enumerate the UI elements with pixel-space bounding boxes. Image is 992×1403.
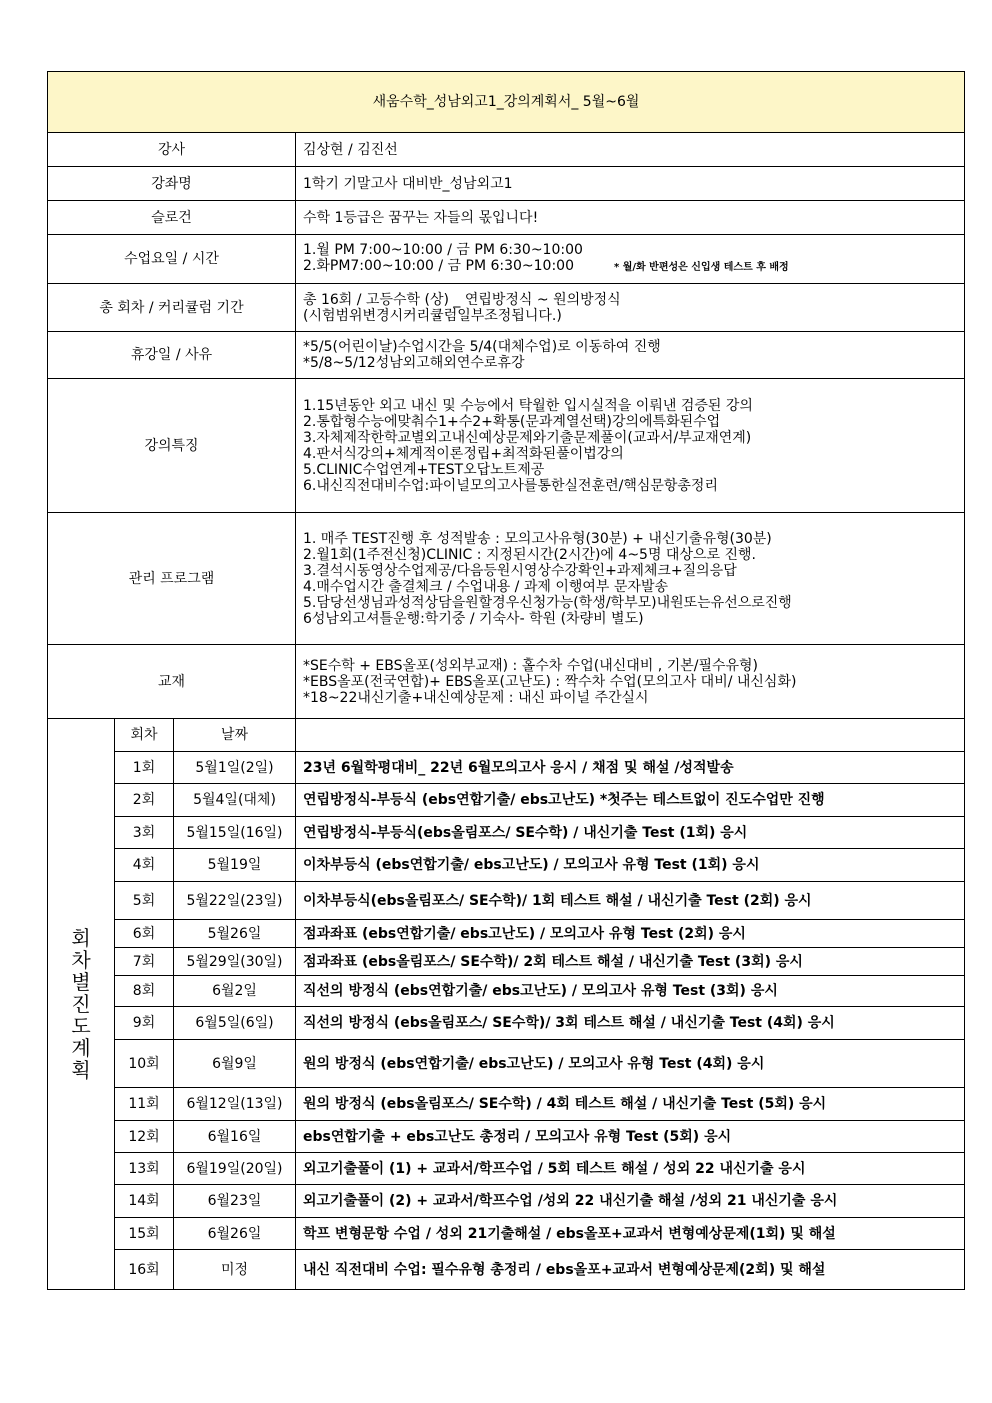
info-label: 수업요일 / 시간 <box>48 235 296 284</box>
info-value-line: 6성남외고셔틀운행:학기중 / 기숙사- 학원 (차량비 별도) <box>303 610 644 627</box>
session-content: 원의 방정식 (ebs연합기출/ ebs고난도) / 모의고사 유형 Test (4회) 응시 <box>296 1040 965 1088</box>
session-date: 5월4일(대체) <box>174 784 296 817</box>
schedule-row <box>48 882 965 920</box>
session-content: 연립방정식-부등식 (ebs연합기출/ ebs고난도) *첫주는 테스트없이 진도수업만 진행 <box>296 784 965 817</box>
session-number: 15회 <box>115 1218 174 1250</box>
schedule-row <box>48 849 965 882</box>
session-date: 6월26일 <box>174 1218 296 1250</box>
info-value-line: 1.15년동안 외고 내신 및 수능에서 탁월한 입시실적을 이뤄낸 검증된 강의 <box>303 397 753 414</box>
schedule-side-char: 획 <box>71 1058 91 1082</box>
info-value <box>296 235 965 284</box>
session-number: 13회 <box>115 1153 174 1185</box>
schedule-row <box>48 948 965 976</box>
session-date: 5월1일(2일) <box>174 752 296 784</box>
info-value-line: 김상현 / 김진선 <box>303 141 398 158</box>
info-label: 관리 프로그램 <box>48 513 296 645</box>
info-label: 총 회차 / 커리큘럼 기간 <box>48 284 296 332</box>
session-number: 2회 <box>115 784 174 817</box>
session-date: 6월9일 <box>174 1040 296 1088</box>
info-value-line: 4.매수업시간 출결체크 / 수업내용 / 과제 이행여부 문자발송 <box>303 578 668 595</box>
info-value <box>296 201 965 235</box>
session-content: 이차부등식 (ebs연합기출/ ebs고난도) / 모의고사 유형 Test (1회) 응시 <box>296 849 965 882</box>
info-value <box>296 284 965 332</box>
info-value-line: 4.판서식강의+체계적이론정립+최적화된풀이법강의 <box>303 445 624 462</box>
session-content: 직선의 방정식 (ebs올림포스/ SE수학)/ 3회 테스트 해설 / 내신기출 Test (4회) 응시 <box>296 1007 965 1040</box>
schedule-side-char: 별 <box>71 970 91 994</box>
info-value-line: 2.통합형수능에맞춰수1+수2+확통(문과계열선택)강의에특화된수업 <box>303 413 721 430</box>
schedule-row <box>48 752 965 784</box>
info-row-slogan <box>48 201 965 235</box>
info-value <box>296 645 965 719</box>
header-session: 회차 <box>115 719 174 752</box>
info-row-class-time <box>48 235 965 284</box>
info-value-line: 1.월 PM 7:00~10:00 / 금 PM 6:30~10:00 <box>303 242 583 258</box>
header-date: 날짜 <box>174 719 296 752</box>
info-value-line: 5.CLINIC수업연계+TEST오답노트제공 <box>303 461 545 478</box>
session-number: 16회 <box>115 1250 174 1290</box>
info-value-line: 2.월1회(1주전신청)CLINIC : 지정된시간(2시간)에 4~5명 대상으로 진행. <box>303 546 756 563</box>
session-number: 1회 <box>115 752 174 784</box>
schedule-row <box>48 1218 965 1250</box>
session-content: 원의 방정식 (ebs올림포스/ SE수학) / 4회 테스트 해설 / 내신기출 Test (5회) 응시 <box>296 1088 965 1121</box>
session-date: 6월12일(13일) <box>174 1088 296 1121</box>
info-row-course-name <box>48 167 965 201</box>
info-row-textbook <box>48 645 965 719</box>
info-row-total-sessions <box>48 284 965 332</box>
info-value-line: 총 16회 / 고등수학 (상) _ 연립방정식 ~ 원의방정식 <box>303 291 621 308</box>
info-value <box>296 513 965 645</box>
session-content: 점과좌표 (ebs연합기출/ ebs고난도) / 모의고사 유형 Test (2회) 응시 <box>296 920 965 948</box>
class-time-note: * 월/화 반편성은 신입생 테스트 후 배정 <box>614 262 789 273</box>
schedule-side-label <box>48 719 115 1290</box>
schedule-row <box>48 1185 965 1218</box>
info-row-holiday <box>48 332 965 379</box>
session-content: 외고기출풀이 (1) + 교과서/학프수업 / 5회 테스트 해설 / 성외 22 내신기출 응시 <box>296 1153 965 1185</box>
header-content <box>296 719 965 752</box>
session-content: 내신 직전대비 수업: 필수유형 총정리 / ebs올포+교과서 변형예상문제(2회) 및 해설 <box>296 1250 965 1290</box>
session-date: 미정 <box>174 1250 296 1290</box>
session-content: ebs연합기출 + ebs고난도 총정리 / 모의고사 유형 Test (5회) 응시 <box>296 1121 965 1153</box>
session-date: 5월29일(30일) <box>174 948 296 976</box>
info-value-line: *EBS올포(전국연합)+ EBS올포(고난도) : 짝수차 수업(모의고사 대비/ 내신심화) <box>303 673 797 690</box>
info-label: 강사 <box>48 133 296 167</box>
schedule-header-row <box>48 719 965 752</box>
session-content: 학프 변형문항 수업 / 성외 21기출해설 / ebs올포+교과서 변형예상문제(1회) 및 해설 <box>296 1218 965 1250</box>
schedule-row <box>48 920 965 948</box>
session-date: 5월26일 <box>174 920 296 948</box>
info-value-line: 1. 매주 TEST진행 후 성적발송 : 모의고사유형(30분) + 내신기출유형(30분) <box>303 530 772 547</box>
info-label: 교재 <box>48 645 296 719</box>
session-content: 직선의 방정식 (ebs연합기출/ ebs고난도) / 모의고사 유형 Test (3회) 응시 <box>296 976 965 1007</box>
session-content: 23년 6월학평대비_ 22년 6월모의고사 응시 / 채점 및 해설 /성적발송 <box>296 752 965 784</box>
info-value-line: *5/8~5/12성남외고해외연수로휴강 <box>303 355 525 371</box>
session-date: 6월23일 <box>174 1185 296 1218</box>
session-number: 4회 <box>115 849 174 882</box>
session-number: 5회 <box>115 882 174 920</box>
info-label: 슬로건 <box>48 201 296 235</box>
info-value-line: (시험범위변경시커리큘럼일부조정됩니다.) <box>303 307 562 324</box>
info-value-line: 6.내신직전대비수업:파이널모의고사를통한실전훈련/핵심문항총정리 <box>303 477 718 494</box>
info-value-line: *5/5(어린이날)수업시간을 5/4(대체수업)로 이동하여 진행 <box>303 339 661 355</box>
session-number: 7회 <box>115 948 174 976</box>
schedule-row <box>48 817 965 849</box>
session-content: 이차부등식(ebs올림포스/ SE수학)/ 1회 테스트 해설 / 내신기출 Test (2회) 응시 <box>296 882 965 920</box>
schedule-row <box>48 1040 965 1088</box>
schedule-side-char: 계 <box>71 1036 91 1060</box>
info-value-line: 3.결석시동영상수업제공/다음등원시영상수강확인+과제체크+질의응답 <box>303 562 737 579</box>
info-value-line: *18~22내신기출+내신예상문제 : 내신 파이널 주간실시 <box>303 689 649 706</box>
info-value-line: 수학 1등급은 꿈꾸는 자들의 몫입니다! <box>303 209 539 226</box>
session-date: 5월19일 <box>174 849 296 882</box>
session-content: 외고기출풀이 (2) + 교과서/학프수업 /성외 22 내신기출 해설 /성외 21 내신기출 응시 <box>296 1185 965 1218</box>
lecture-plan-table <box>47 71 965 1290</box>
session-date: 6월2일 <box>174 976 296 1007</box>
info-value <box>296 133 965 167</box>
session-date: 5월15일(16일) <box>174 817 296 849</box>
schedule-side-char: 진 <box>71 992 91 1016</box>
schedule-row <box>48 784 965 817</box>
session-number: 14회 <box>115 1185 174 1218</box>
info-value <box>296 167 965 201</box>
session-number: 12회 <box>115 1121 174 1153</box>
document-title: 새움수학_성남외고1_강의계획서_ 5월~6월 <box>48 72 965 133</box>
info-row-management-program <box>48 513 965 645</box>
info-value <box>296 379 965 513</box>
session-content: 연립방정식-부등식(ebs올림포스/ SE수학) / 내신기출 Test (1회) 응시 <box>296 817 965 849</box>
schedule-side-char: 차 <box>71 948 91 972</box>
session-date: 6월16일 <box>174 1121 296 1153</box>
schedule-row <box>48 1007 965 1040</box>
session-number: 9회 <box>115 1007 174 1040</box>
schedule-side-char: 도 <box>71 1014 91 1038</box>
schedule-row <box>48 1121 965 1153</box>
info-value-line: 5.담당선생님과성적상담을원할경우신청가능(학생/학부모)내원또는유선으로진행 <box>303 594 792 611</box>
info-value-line: 2.화PM7:00~10:00 / 금 PM 6:30~10:00 * 월/화 반편성은 신입생 테스트 후 배정 <box>303 258 789 274</box>
schedule-row <box>48 1153 965 1185</box>
schedule-row <box>48 976 965 1007</box>
session-number: 6회 <box>115 920 174 948</box>
info-label: 강좌명 <box>48 167 296 201</box>
info-value <box>296 332 965 379</box>
session-number: 11회 <box>115 1088 174 1121</box>
session-date: 6월19일(20일) <box>174 1153 296 1185</box>
schedule-row <box>48 1088 965 1121</box>
session-date: 6월5일(6일) <box>174 1007 296 1040</box>
schedule-side-char: 회 <box>71 926 91 950</box>
schedule-row <box>48 1250 965 1290</box>
info-value-line: 3.자체제작한학교별외고내신예상문제와기출문제풀이(교과서/부교재연계) <box>303 429 752 446</box>
info-label: 강의특징 <box>48 379 296 513</box>
info-label: 휴강일 / 사유 <box>48 332 296 379</box>
session-number: 10회 <box>115 1040 174 1088</box>
session-number: 8회 <box>115 976 174 1007</box>
info-row-instructor <box>48 133 965 167</box>
info-value-line: *SE수학 + EBS올포(성외부교재) : 홀수차 수업(내신대비 , 기본/필수유형) <box>303 657 759 674</box>
session-date: 5월22일(23일) <box>174 882 296 920</box>
session-content: 점과좌표 (ebs올림포스/ SE수학)/ 2회 테스트 해설 / 내신기출 Test (3회) 응시 <box>296 948 965 976</box>
session-number: 3회 <box>115 817 174 849</box>
info-row-lecture-features <box>48 379 965 513</box>
info-value-line: 1학기 기말고사 대비반_성남외고1 <box>303 175 513 192</box>
